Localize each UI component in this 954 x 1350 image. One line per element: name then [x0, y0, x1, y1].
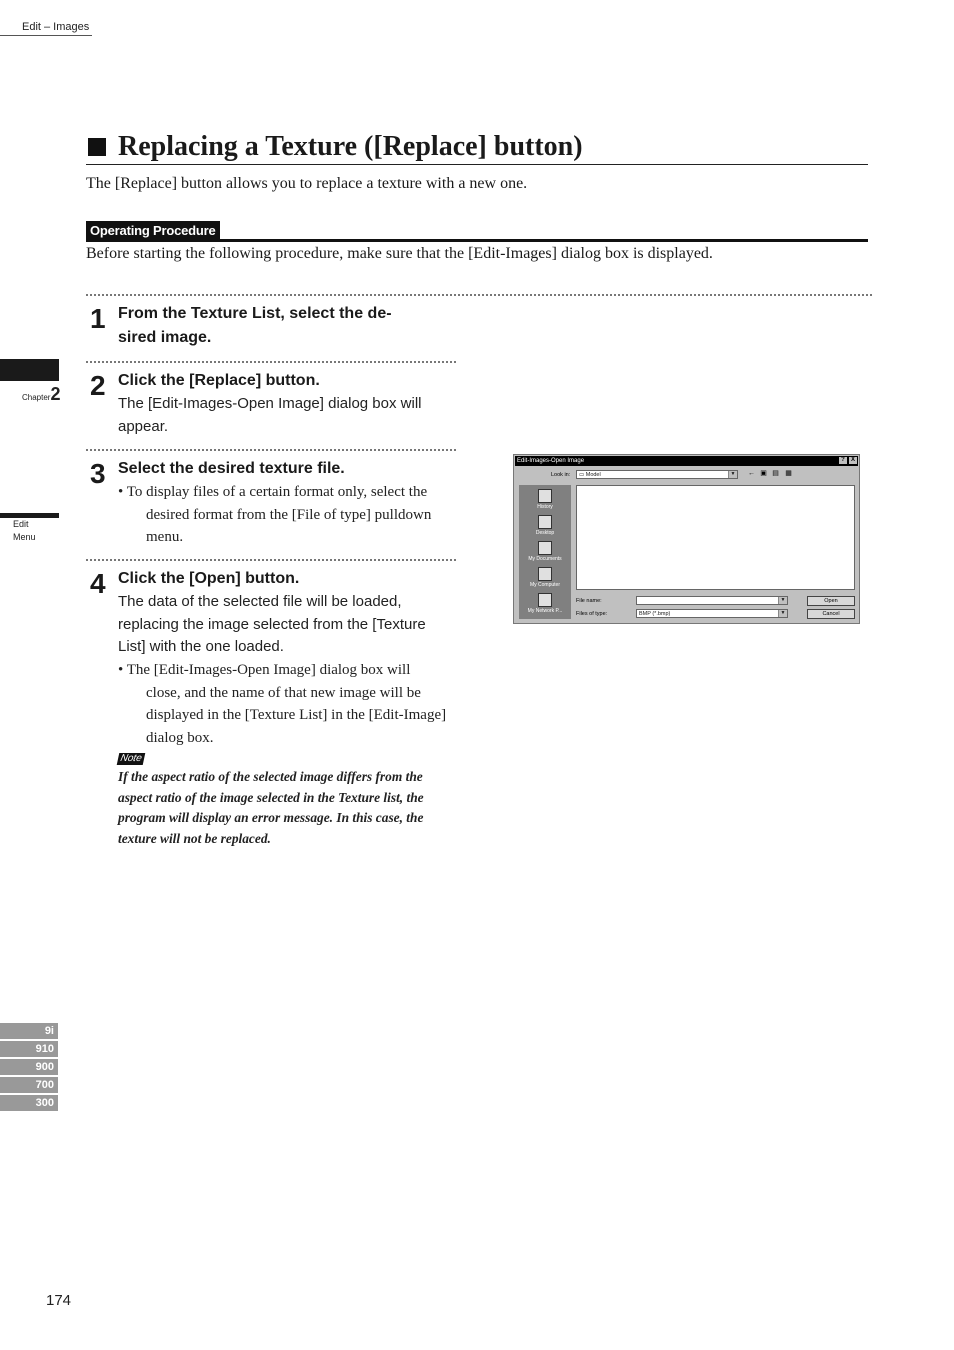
open-button[interactable]: Open	[807, 596, 855, 606]
page-number: 174	[46, 1292, 72, 1309]
place-my-computer[interactable]: My Computer	[519, 567, 571, 588]
chapter-number: 2	[50, 384, 61, 404]
view-menu-icon[interactable]: ▦	[785, 470, 792, 477]
close-icon[interactable]: X	[850, 457, 855, 463]
desktop-icon	[538, 515, 552, 529]
dialog-title: Edit-Images-Open Image	[517, 458, 585, 464]
step-title: Click the [Open] button.	[118, 570, 300, 587]
file-name-input[interactable]	[636, 596, 788, 605]
bullet-line: • The [Edit-Images-Open Image] dialog box will	[118, 662, 411, 678]
place-my-documents[interactable]: My Documents	[519, 541, 571, 562]
bullet-line: close, and the name of that new image will be	[146, 684, 421, 701]
bullet-line: dialog box.	[146, 729, 214, 746]
new-folder-icon[interactable]: ▤	[772, 470, 779, 477]
step-body-line: appear.	[118, 417, 169, 435]
procedure-heading-row	[86, 221, 868, 242]
divider-dotted	[86, 294, 872, 296]
step-title: Select the desired texture file.	[118, 460, 345, 477]
chapter-label: Chapter	[22, 393, 51, 402]
note-badge: Note	[117, 753, 146, 765]
dialog-title-bar	[515, 456, 858, 466]
model-tab: 900	[0, 1059, 58, 1075]
step-number: 4	[90, 568, 105, 599]
chevron-down-icon[interactable]: ▼	[778, 597, 787, 604]
place-history[interactable]: History	[519, 489, 571, 510]
step-bullet	[118, 659, 477, 749]
model-tab: 910	[0, 1041, 58, 1057]
divider-dotted	[86, 559, 456, 561]
note-line: aspect ratio of the image selected in the Texture list, the	[118, 789, 424, 805]
step-number: 2	[90, 370, 105, 401]
step-title: Click the [Replace] button.	[118, 372, 320, 389]
history-icon	[538, 489, 552, 503]
step-body-line: The [Edit-Images-Open Image] dialog box will	[118, 395, 422, 412]
step-body-line: replacing the image selected from the [Texture	[118, 615, 426, 633]
help-icon[interactable]: ?	[839, 457, 847, 464]
file-type-select[interactable]: BMP (*.bmp) ▼	[636, 609, 788, 618]
bullet-line: • To display files of a certain format only, select the	[118, 484, 428, 500]
step-body-line: The data of the selected file will be loaded,	[118, 593, 402, 610]
bullet-line: displayed in the [Texture List] in the [Edit-Image]	[146, 707, 447, 723]
step-title	[118, 302, 458, 350]
back-icon[interactable]: ←	[748, 470, 755, 477]
menu-indicator: Edit Menu	[13, 519, 36, 542]
chevron-down-icon[interactable]: ▼	[728, 471, 737, 478]
step-title-line: sired image.	[118, 329, 212, 346]
intro-paragraph: The [Replace] button allows you to replace a texture with a new one.	[86, 175, 528, 192]
procedure-label: Operating Procedure	[86, 221, 220, 239]
bullet-line: desired format from the [File of type] pulldown	[146, 506, 432, 523]
step-number: 1	[90, 303, 105, 334]
file-type-label: Files of type:	[576, 611, 608, 617]
chapter-indicator	[22, 384, 60, 405]
file-name-label: File name:	[576, 598, 602, 604]
step-title-line: From the Texture List, select the de-	[118, 305, 392, 322]
folder-icon: ▭	[579, 472, 586, 478]
procedure-preface: Before starting the following procedure, make sure that the [Edit-Images] dialog box is displayed.	[86, 245, 713, 262]
open-image-dialog-screenshot	[513, 454, 860, 624]
look-in-value: Model	[585, 472, 601, 478]
note-text	[118, 767, 458, 849]
place-desktop[interactable]: Desktop	[519, 515, 571, 536]
look-in-select[interactable]	[576, 470, 738, 479]
bullet-line: menu.	[146, 529, 184, 545]
chapter-tab-bar	[0, 359, 59, 381]
network-icon	[538, 593, 552, 607]
model-tab: 700	[0, 1077, 58, 1093]
model-tab: 300	[0, 1095, 58, 1111]
step-body-line: List] with the one loaded.	[118, 638, 284, 655]
up-folder-icon[interactable]: ▣	[760, 470, 767, 477]
note-line: program will display an error message. In this case, the	[118, 810, 424, 825]
step-bullet	[118, 481, 477, 549]
place-my-network[interactable]: My Network P...	[519, 593, 571, 614]
step-body	[118, 393, 458, 438]
model-tab: 9i	[0, 1023, 58, 1039]
look-in-label: Look in:	[551, 472, 571, 478]
section-title-row	[86, 132, 868, 165]
places-bar	[519, 485, 571, 619]
note-line: texture will not be replaced.	[118, 830, 271, 846]
cancel-button[interactable]: Cancel	[807, 609, 855, 619]
computer-icon	[538, 567, 552, 581]
step-body	[118, 591, 463, 659]
note-line: If the aspect ratio of the selected image differs from the	[118, 769, 423, 784]
header-rule	[0, 35, 92, 36]
title-square-icon	[88, 138, 106, 156]
divider-dotted	[86, 361, 456, 363]
file-list[interactable]	[576, 485, 855, 590]
running-header: Edit – Images	[22, 21, 90, 33]
section-title: Replacing a Texture ([Replace] button)	[118, 131, 583, 162]
step-number: 3	[90, 458, 105, 489]
documents-icon	[538, 541, 552, 555]
chevron-down-icon[interactable]: ▼	[778, 610, 787, 617]
divider-dotted	[86, 449, 456, 451]
